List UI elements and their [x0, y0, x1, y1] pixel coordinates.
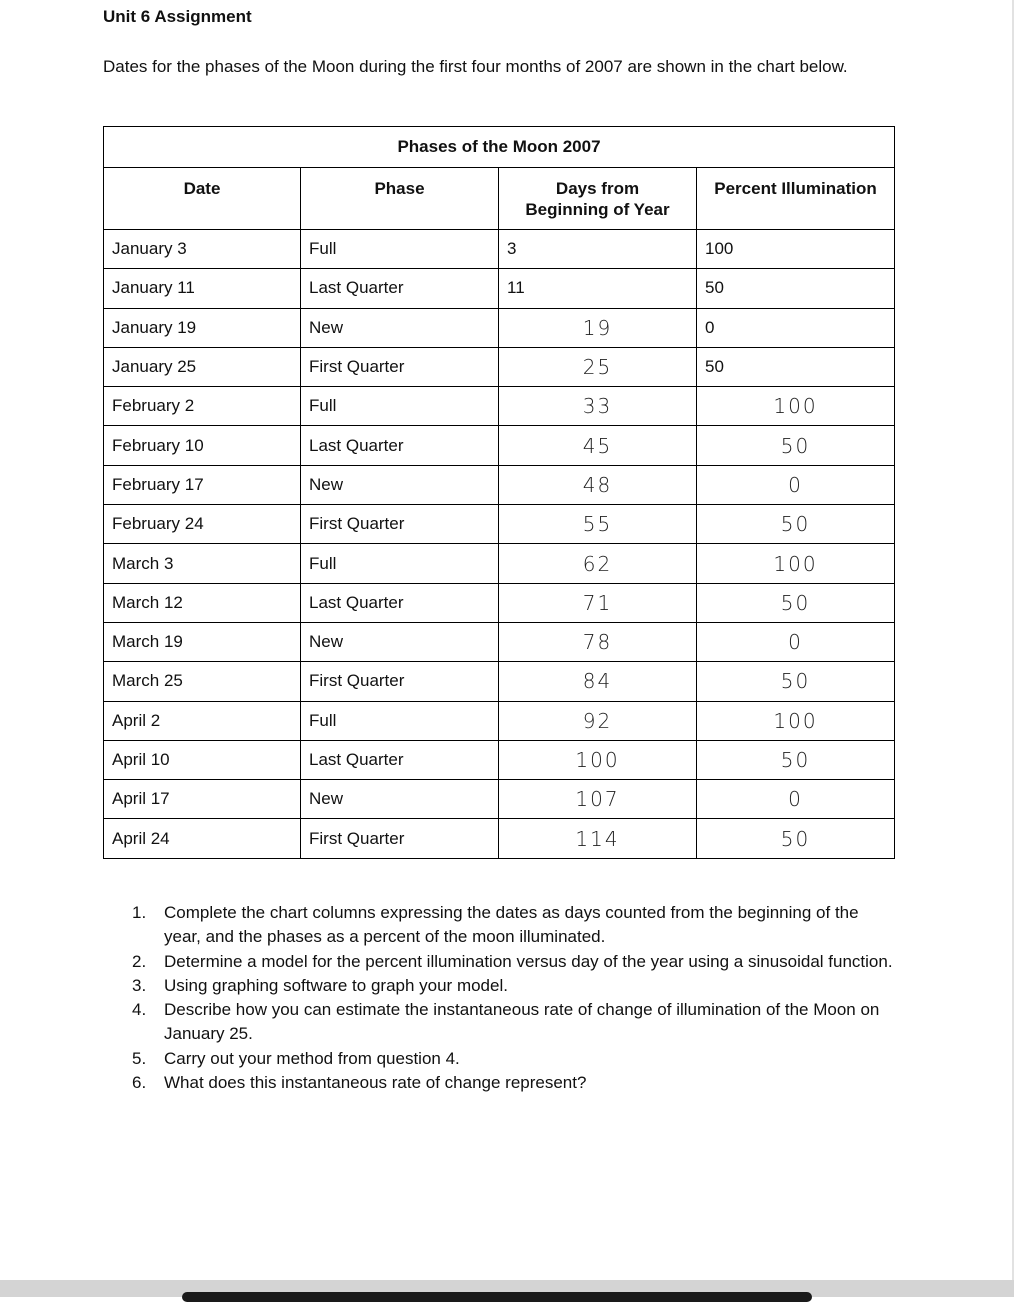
cell-days: 114 — [499, 819, 697, 858]
cell-days: 11 — [499, 269, 697, 308]
question-number: 3. — [132, 975, 147, 995]
cell-phase: New — [301, 308, 499, 347]
cell-date: January 3 — [104, 230, 301, 269]
table-row — [104, 308, 895, 347]
cell-phase: First Quarter — [301, 347, 499, 386]
cell-percent: 50 — [697, 426, 895, 465]
cell-days: 78 — [499, 622, 697, 661]
cell-days: 19 — [499, 308, 697, 347]
table-row — [104, 269, 895, 308]
question-number: 2. — [132, 951, 147, 971]
table-row — [104, 662, 895, 701]
cell-percent: 0 — [697, 308, 895, 347]
table-row — [104, 701, 895, 740]
question-number: 4. — [132, 1000, 147, 1020]
cell-phase: New — [301, 622, 499, 661]
cell-percent: 100 — [697, 387, 895, 426]
cell-date: February 2 — [104, 387, 301, 426]
cell-percent: 50 — [697, 819, 895, 858]
cell-date: January 11 — [104, 269, 301, 308]
cell-percent: 100 — [697, 701, 895, 740]
cell-phase: New — [301, 780, 499, 819]
question-item — [132, 1071, 897, 1095]
cell-days: 48 — [499, 465, 697, 504]
table-row — [104, 387, 895, 426]
cell-percent: 50 — [697, 269, 895, 308]
cell-date: February 24 — [104, 505, 301, 544]
question-item — [132, 1047, 897, 1071]
home-indicator[interactable] — [182, 1292, 812, 1302]
cell-percent: 50 — [697, 505, 895, 544]
cell-days: 107 — [499, 780, 697, 819]
cell-percent: 100 — [697, 230, 895, 269]
table-caption: Phases of the Moon 2007 — [104, 127, 895, 168]
header-days — [499, 168, 697, 230]
cell-date: January 19 — [104, 308, 301, 347]
question-text: Complete the chart columns expressing the dates as days counted from the beginning of the year, and the phases as a percent of the moon illuminated. — [164, 903, 859, 947]
header-days-line1: Days from — [555, 179, 640, 198]
cell-date: March 25 — [104, 662, 301, 701]
table-row — [104, 544, 895, 583]
cell-phase: Full — [301, 544, 499, 583]
intro-paragraph: Dates for the phases of the Moon during the first four months of 2007 are shown in the chart below. — [103, 57, 848, 76]
cell-date: March 3 — [104, 544, 301, 583]
cell-percent: 0 — [697, 622, 895, 661]
cell-phase: New — [301, 465, 499, 504]
cell-days: 71 — [499, 583, 697, 622]
table-row — [104, 780, 895, 819]
cell-days: 3 — [499, 230, 697, 269]
table-body — [104, 230, 895, 859]
cell-phase: Full — [301, 701, 499, 740]
cell-phase: First Quarter — [301, 505, 499, 544]
table-row — [104, 819, 895, 858]
question-text: Using graphing software to graph your model. — [164, 975, 508, 995]
cell-days: 55 — [499, 505, 697, 544]
cell-percent: 50 — [697, 347, 895, 386]
table-row — [104, 465, 895, 504]
cell-days: 45 — [499, 426, 697, 465]
cell-date: March 19 — [104, 622, 301, 661]
cell-phase: First Quarter — [301, 662, 499, 701]
cell-phase: Last Quarter — [301, 740, 499, 779]
cell-percent: 50 — [697, 583, 895, 622]
cell-date: January 25 — [104, 347, 301, 386]
cell-phase: First Quarter — [301, 819, 499, 858]
question-item — [132, 950, 897, 974]
question-item — [132, 901, 897, 950]
table-row — [104, 622, 895, 661]
cell-days: 84 — [499, 662, 697, 701]
table-row — [104, 505, 895, 544]
cell-date: April 24 — [104, 819, 301, 858]
question-number: 5. — [132, 1048, 147, 1068]
cell-phase: Last Quarter — [301, 269, 499, 308]
cell-percent: 50 — [697, 740, 895, 779]
cell-days: 100 — [499, 740, 697, 779]
cell-phase: Last Quarter — [301, 426, 499, 465]
cell-date: April 10 — [104, 740, 301, 779]
assignment-title: Unit 6 Assignment — [103, 7, 252, 26]
table-row — [104, 426, 895, 465]
cell-days: 92 — [499, 701, 697, 740]
cell-days: 25 — [499, 347, 697, 386]
question-text: What does this instantaneous rate of change represent? — [164, 1073, 587, 1093]
question-text: Describe how you can estimate the instantaneous rate of change of illumination of the Moon on January 25. — [164, 1000, 880, 1044]
table-row — [104, 740, 895, 779]
table-row — [104, 347, 895, 386]
cell-phase: Full — [301, 230, 499, 269]
header-days-line2: Beginning of Year — [525, 200, 670, 219]
cell-days: 62 — [499, 544, 697, 583]
question-list — [132, 901, 897, 1095]
cell-date: February 17 — [104, 465, 301, 504]
header-phase: Phase — [301, 168, 499, 230]
header-percent: Percent Illumination — [697, 168, 895, 230]
question-text: Determine a model for the percent illumination versus day of the year using a sinusoidal function. — [164, 951, 893, 971]
table-row — [104, 583, 895, 622]
cell-date: April 2 — [104, 701, 301, 740]
cell-phase: Last Quarter — [301, 583, 499, 622]
cell-date: April 17 — [104, 780, 301, 819]
question-item — [132, 974, 897, 998]
cell-date: February 10 — [104, 426, 301, 465]
cell-percent: 50 — [697, 662, 895, 701]
header-date: Date — [104, 168, 301, 230]
table-row — [104, 230, 895, 269]
cell-days: 33 — [499, 387, 697, 426]
question-number: 6. — [132, 1073, 147, 1093]
cell-percent: 100 — [697, 544, 895, 583]
question-text: Carry out your method from question 4. — [164, 1048, 460, 1068]
cell-date: March 12 — [104, 583, 301, 622]
question-item — [132, 998, 897, 1047]
moon-phases-table — [103, 126, 895, 859]
cell-percent: 0 — [697, 465, 895, 504]
cell-percent: 0 — [697, 780, 895, 819]
question-number: 1. — [132, 903, 147, 922]
cell-phase: Full — [301, 387, 499, 426]
